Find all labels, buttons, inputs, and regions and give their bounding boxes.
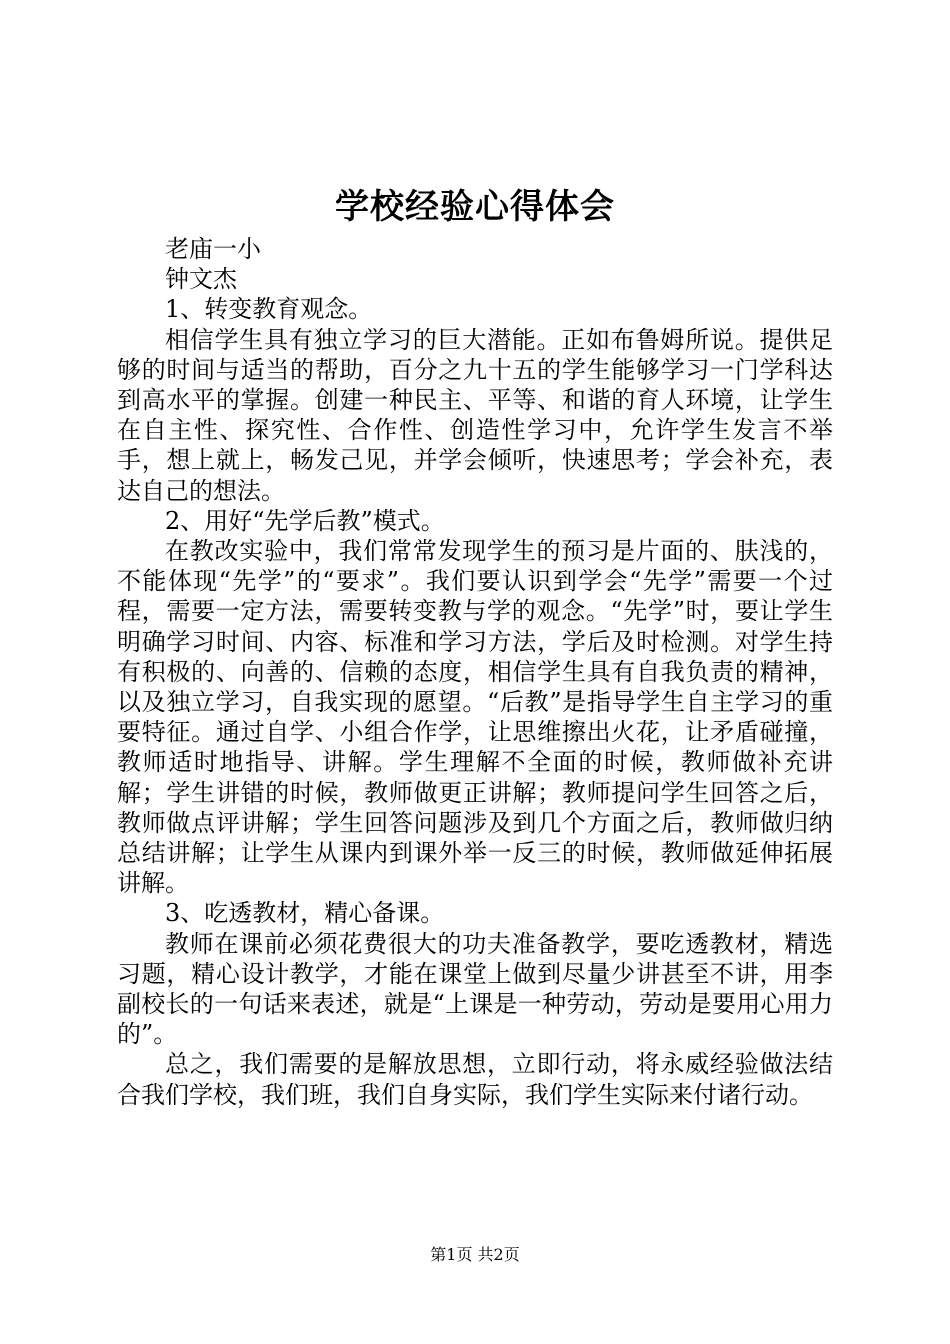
conclusion-paragraph: 总之，我们需要的是解放思想，立即行动，将永威经验做法结合我们学校，我们班，我们自身实际，我们学生实际来付诸行动。 xyxy=(117,1050,833,1109)
author-name: 钟文杰 xyxy=(165,265,237,294)
section-heading-1: 1、转变教育观念。 xyxy=(165,295,373,324)
document-body xyxy=(117,234,833,1110)
page-number-footer: 第1页 共2页 xyxy=(430,1245,520,1264)
school-name: 老庙一小 xyxy=(165,235,261,263)
section-heading-3: 3、吃透教材，精心备课。 xyxy=(165,899,445,928)
body-paragraph-1: 相信学生具有独立学习的巨大潜能。正如布鲁姆所说。提供足够的时间与适当的帮助，百分之九十五的学生能够学习一门学科达到高水平的掌握。创建一种民主、平等、和谐的育人环境，让学生在自主性、探究性、合作性、创造性学习中，允许学生发言不举手，想上就上，畅发己见，并学会倾听，快速思考；学会补充，表达自己的想法。 xyxy=(117,325,833,505)
section-heading-2: 2、用好“先学后教”模式。 xyxy=(165,506,445,535)
document-title: 学校经验心得体会 xyxy=(335,187,615,227)
body-paragraph-3: 教师在课前必须花费很大的功夫准备教学，要吃透教材，精选习题，精心设计教学，才能在课堂上做到尽量少讲甚至不讲，用李副校长的一句话来表述，就是“上课是一种劳动，劳动是要用心用力的”。 xyxy=(117,929,833,1049)
body-paragraph-2: 在教改实验中，我们常常发现学生的预习是片面的、肤浅的，不能体现“先学”的“要求”。我们要认识到学会“先学”需要一个过程，需要一定方法，需要转变教与学的观念。“先学”时，要让学生明确学习时间、内容、标准和学习方法，学后及时检测。对学生持有积极的、向善的、信赖的态度，相信学生具有自我负责的精神，以及独立学习，自我实现的愿望。“后教”是指导学生自主学习的重要特征。通过自学、小组合作学，让思维擦出火花，让矛盾碰撞，教师适时地指导、讲解。学生理解不全面的时候，教师做补充讲解；学生讲错的时候，教师做更正讲解；教师提问学生回答之后，教师做点评讲解；学生回答问题涉及到几个方面之后，教师做归纳总结讲解；让学生从课内到课外举一反三的时候，教师做延伸拓展讲解。 xyxy=(117,537,833,898)
